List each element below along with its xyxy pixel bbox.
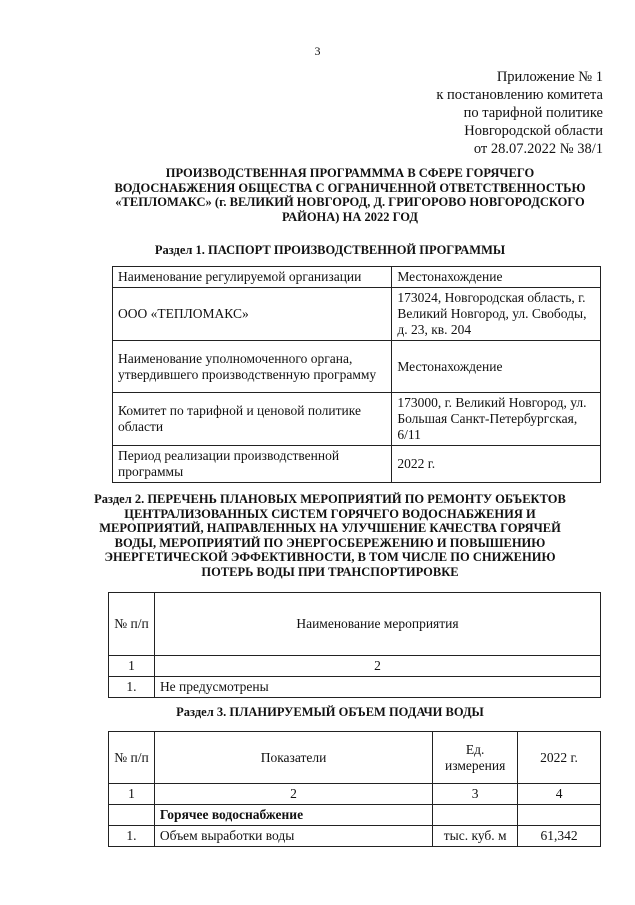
table-cell: Местонахождение: [392, 267, 601, 288]
section3-title: Раздел 3. ПЛАНИРУЕМЫЙ ОБЪЕМ ПОДАЧИ ВОДЫ: [176, 705, 484, 719]
title-line: ЦЕНТРАЛИЗОВАННЫХ СИСТЕМ ГОРЯЧЕГО ВОДОСНАБЖЕНИЯ И: [124, 506, 536, 521]
header-cell-indicator: Показатели: [154, 732, 432, 784]
title-line: ВОДОСНАБЖЕНИЯ ОБЩЕСТВА С ОГРАНИЧЕННОЙ ОТВЕТСТВЕННОСТЬЮ: [114, 180, 586, 195]
table-row: [113, 393, 601, 446]
table-cell: Наименование регулируемой организации: [113, 267, 392, 288]
appendix-line: от 28.07.2022 № 38/1: [473, 141, 603, 157]
table-cell: [518, 805, 601, 826]
table-index-row: [109, 656, 601, 677]
table-cell: 1: [109, 784, 155, 805]
table-group-row: [109, 805, 601, 826]
title-line: ПРОИЗВОДСТВЕННАЯ ПРОГРАМММА В СФЕРЕ ГОРЯЧЕГО: [165, 166, 535, 180]
table-cell: 2022 г.: [392, 446, 601, 483]
table-cell: тыс. куб. м: [433, 826, 518, 847]
header-cell-unit: Ед. измерения: [433, 732, 518, 784]
table-cell: Наименование уполномоченного органа, утвердившего производственную программу: [113, 341, 392, 393]
table-row: [113, 446, 601, 483]
title-line: ПОТЕРЬ ВОДЫ ПРИ ТРАНСПОРТИРОВКЕ: [201, 564, 459, 579]
table-cell: [433, 805, 518, 826]
title-line: ВОДЫ, МЕРОПРИЯТИЙ ПО ЭНЕРГОСБЕРЕЖЕНИЮ И ПОВЫШЕНИЮ: [114, 535, 546, 550]
table-cell: ООО «ТЕПЛОМАКС»: [113, 288, 392, 341]
appendix-line: Приложение № 1: [496, 69, 603, 85]
table-header-row: [109, 732, 601, 784]
appendix-line: Новгородской области: [464, 123, 603, 139]
table-cell: 1.: [109, 826, 155, 847]
section2-title: [60, 492, 600, 579]
appendix-line: к постановлению комитета: [436, 87, 603, 103]
header-cell-name: Наименование мероприятия: [154, 593, 600, 656]
appendix-line: по тарифной политике: [463, 105, 603, 121]
section1-title: Раздел 1. ПАСПОРТ ПРОИЗВОДСТВЕННОЙ ПРОГРАММЫ: [154, 243, 506, 257]
title-line: РАЙОНА) НА 2022 ГОД: [282, 209, 418, 224]
table-cell: 4: [518, 784, 601, 805]
table-cell: [109, 805, 155, 826]
title-line: «ТЕПЛОМАКС» (г. ВЕЛИКИЙ НОВГОРОД, Д. ГРИГОРОВО НОВГОРОДСКОГО: [115, 195, 585, 209]
table-cell: 2: [154, 784, 432, 805]
table-cell: 173000, г. Великий Новгород, ул. Большая Санкт-Петербургская, 6/11: [392, 393, 601, 446]
table-cell: 1.: [109, 677, 155, 698]
table-row: [109, 677, 601, 698]
table-cell: 1: [109, 656, 155, 677]
table-row: [109, 826, 601, 847]
table-row: [113, 341, 601, 393]
title-line: МЕРОПРИЯТИЙ, НАПРАВЛЕННЫХ НА УЛУЧШЕНИЕ КАЧЕСТВА ГОРЯЧЕЙ: [99, 521, 561, 535]
volume-table: [108, 731, 601, 847]
appendix-block: [436, 68, 603, 158]
title-line: Раздел 2. ПЕРЕЧЕНЬ ПЛАНОВЫХ МЕРОПРИЯТИЙ ПО РЕМОНТУ ОБЪЕКТОВ: [94, 492, 566, 506]
table-header-row: [109, 593, 601, 656]
passport-table: [112, 266, 601, 483]
table-cell: Местонахождение: [392, 341, 601, 393]
table-row: [113, 288, 601, 341]
table-cell: 2: [154, 656, 600, 677]
header-cell-num: № п/п: [109, 593, 155, 656]
table-index-row: [109, 784, 601, 805]
header-cell-num: № п/п: [109, 732, 155, 784]
table-cell: 61,342: [518, 826, 601, 847]
table-cell: 173024, Новгородская область, г. Великий Новгород, ул. Свободы, д. 23, кв. 204: [392, 288, 601, 341]
table-cell: 3: [433, 784, 518, 805]
title-line: ЭНЕРГЕТИЧЕСКОЙ ЭФФЕКТИВНОСТИ, В ТОМ ЧИСЛЕ ПО СНИЖЕНИЮ: [104, 550, 556, 564]
document-title: [100, 166, 600, 224]
table-cell: Период реализации производственной программы: [113, 446, 392, 483]
table-cell: Не предусмотрены: [154, 677, 600, 698]
table-cell: Объем выработки воды: [154, 826, 432, 847]
table-row: [113, 267, 601, 288]
group-label: Горячее водоснабжение: [154, 805, 432, 826]
table-cell: Комитет по тарифной и ценовой политике области: [113, 393, 392, 446]
header-cell-year: 2022 г.: [518, 732, 601, 784]
page-number: 3: [314, 44, 321, 58]
measures-table: [108, 592, 601, 698]
